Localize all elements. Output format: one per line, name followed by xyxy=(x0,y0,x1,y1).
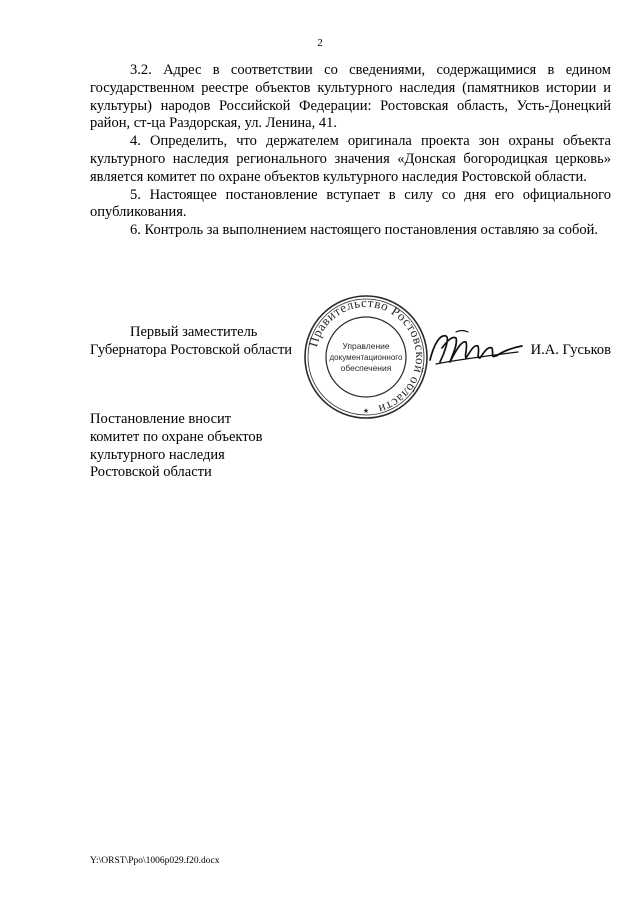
paragraph-6: 6. Контроль за выполнением настоящего постановления оставляю за собой. xyxy=(130,222,599,239)
author-note-line2: комитет по охране объектов xyxy=(90,428,263,445)
signer-title-line2: Губернатора Ростовской области xyxy=(90,341,293,358)
signer-title xyxy=(90,324,292,360)
author-note-line4: Ростовской области xyxy=(90,464,212,481)
stamp-center-line3: обеспечения xyxy=(340,363,392,373)
signer-name: И.А. Гуськов xyxy=(530,342,611,358)
paragraph-3-2: 3.2. Адрес в соответствии со сведениями, содержащимися в едином государственном реестре объектов культурного наследия (памятников истории и культуры) народов Российской Федерации: Ростовская область, Усть-Донецкий район, ст-ца Раздорская, ул. Ленина, 41. xyxy=(90,62,611,132)
footer-file-path: Y:\ORST\Ppo\1006p029.f20.docx xyxy=(90,856,220,866)
page-number: 2 xyxy=(317,37,323,49)
stamp-star-icon: ★ xyxy=(362,407,370,415)
document-body xyxy=(90,62,611,240)
author-note-line3: культурного наследия xyxy=(90,446,225,463)
signer-title-line1: Первый заместитель xyxy=(130,324,258,340)
stamp-center-line2: документационного xyxy=(329,353,403,362)
handwritten-signature xyxy=(426,326,526,370)
official-seal-stamp xyxy=(302,293,430,421)
stamp-ring-text: Правительство Ростовской области xyxy=(305,294,429,418)
paragraph-5: 5. Настоящее постановление вступает в силу со дня его официального опубликования. xyxy=(90,186,611,221)
author-note-line1: Постановление вносит xyxy=(90,411,232,427)
author-note xyxy=(90,411,263,482)
paragraph-4: 4. Определить, что держателем оригинала проекта зон охраны объекта культурного наследия регионального значения «Донская богородицкая церковь» является комитет по охране объектов культурного наследия Ростовской области. xyxy=(90,133,611,185)
stamp-center-line1: Управление xyxy=(342,341,390,351)
